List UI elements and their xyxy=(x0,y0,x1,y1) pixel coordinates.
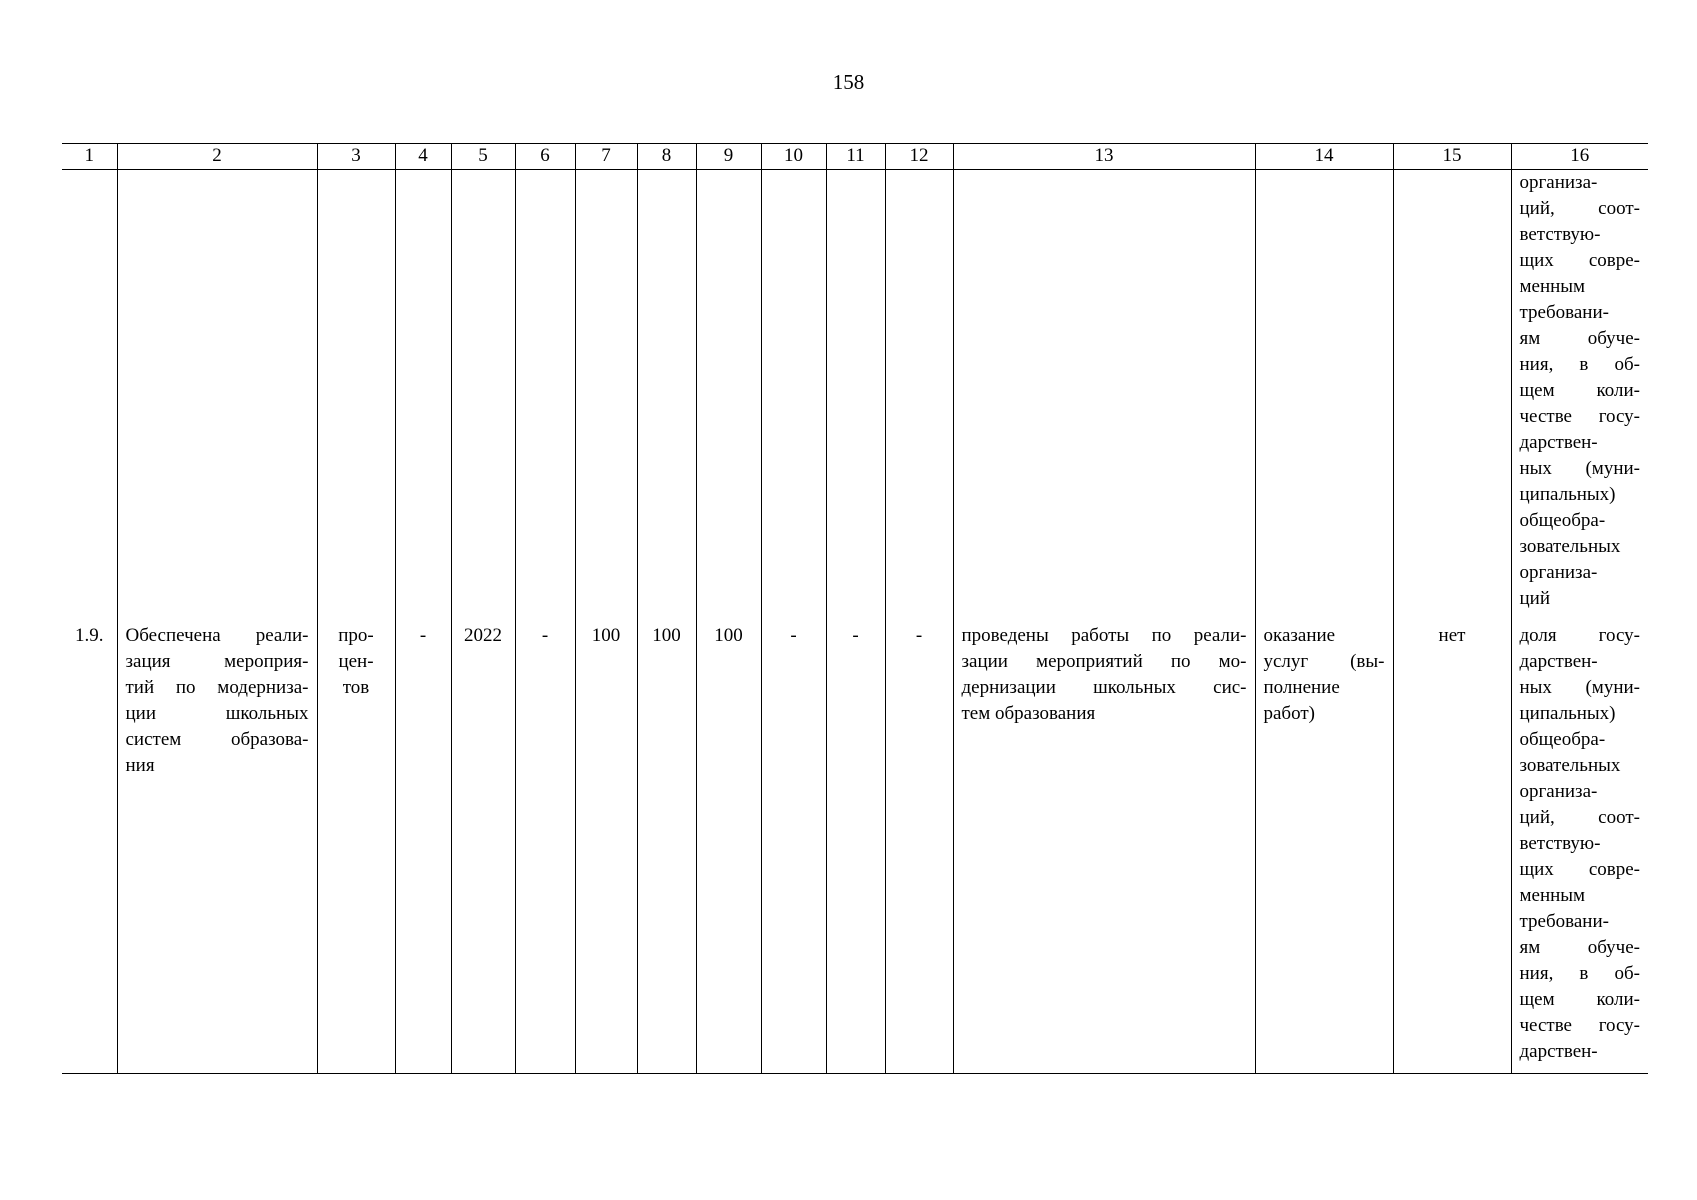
text-line: ния, в об- xyxy=(1519,963,1640,984)
table-cell: - xyxy=(515,623,575,1074)
text-line: щем коли- xyxy=(1519,380,1640,401)
value-cell: 100 xyxy=(575,623,637,1074)
text-line: щих совре- xyxy=(1519,859,1640,880)
text-line: тем образования xyxy=(961,703,1096,724)
text-line: Обеспечена реали- xyxy=(125,625,309,646)
table-cell xyxy=(575,170,637,624)
text-line: систем образова- xyxy=(125,729,309,750)
result-cell xyxy=(953,623,1255,1074)
header-row xyxy=(62,144,1648,170)
text-line: ных (муни- xyxy=(1519,677,1640,698)
column-header: 5 xyxy=(451,144,515,170)
column-header: 2 xyxy=(117,144,317,170)
text-line: ципальных) xyxy=(1519,484,1616,505)
column-header: 8 xyxy=(637,144,696,170)
text-line: услуг (вы- xyxy=(1263,651,1385,672)
text-line: зации мероприятий по мо- xyxy=(961,651,1247,672)
text-line: про- xyxy=(338,625,374,646)
table-cell xyxy=(317,170,395,624)
column-header: 15 xyxy=(1393,144,1511,170)
text-line: проведены работы по реали- xyxy=(961,625,1247,646)
table-cell xyxy=(953,170,1255,624)
text-line: ции школьных xyxy=(125,703,309,724)
row-number-cell: 1.9. xyxy=(62,623,117,1074)
text-line: общеобра- xyxy=(1519,510,1606,531)
table-row-continued xyxy=(62,170,1648,624)
column-header: 6 xyxy=(515,144,575,170)
text-line: зовательных xyxy=(1519,755,1621,776)
text-line: доля госу- xyxy=(1519,625,1640,646)
table-cell xyxy=(451,170,515,624)
year-cell: 2022 xyxy=(451,623,515,1074)
text-line: щих совре- xyxy=(1519,250,1640,271)
text-line: тов xyxy=(342,677,370,698)
text-line: дернизации школьных сис- xyxy=(961,677,1247,698)
text-line: организа- xyxy=(1519,781,1598,802)
text-line: общеобра- xyxy=(1519,729,1606,750)
indicator-cell-continued xyxy=(1511,170,1648,624)
table-cell xyxy=(1393,170,1511,624)
column-header: 11 xyxy=(826,144,885,170)
table-cell xyxy=(515,170,575,624)
text-line: дарствен- xyxy=(1519,1041,1598,1062)
table-cell xyxy=(1255,170,1393,624)
data-table xyxy=(62,143,1648,1074)
text-line: оказание xyxy=(1263,625,1336,646)
text-line: менным xyxy=(1519,276,1586,297)
table-cell: - xyxy=(395,623,451,1074)
column-header: 13 xyxy=(953,144,1255,170)
table-cell: нет xyxy=(1393,623,1511,1074)
text-line: цен- xyxy=(338,651,374,672)
table-row-1-9 xyxy=(62,623,1648,1074)
text-line: менным xyxy=(1519,885,1586,906)
table-cell xyxy=(696,170,761,624)
column-header: 9 xyxy=(696,144,761,170)
text-line: зация мероприя- xyxy=(125,651,309,672)
table-cell: - xyxy=(826,623,885,1074)
text-line: полнение xyxy=(1263,677,1340,698)
page-number: 158 xyxy=(832,70,865,94)
column-header: 10 xyxy=(761,144,826,170)
text-line: честве госу- xyxy=(1519,406,1640,427)
text-line: ций, соот- xyxy=(1519,807,1640,828)
table-cell xyxy=(62,170,117,624)
table-cell xyxy=(637,170,696,624)
text-line: ций xyxy=(1519,588,1551,609)
text-line: ветствую- xyxy=(1519,224,1601,245)
text-line: дарствен- xyxy=(1519,432,1598,453)
text-line: требовани- xyxy=(1519,302,1609,323)
text-line: организа- xyxy=(1519,172,1598,193)
column-header: 14 xyxy=(1255,144,1393,170)
column-header: 7 xyxy=(575,144,637,170)
value-cell: 100 xyxy=(637,623,696,1074)
text-line: честве госу- xyxy=(1519,1015,1640,1036)
text-line: работ) xyxy=(1263,703,1315,724)
table-cell xyxy=(117,170,317,624)
text-line: зовательных xyxy=(1519,536,1621,557)
column-header: 4 xyxy=(395,144,451,170)
table-cell xyxy=(395,170,451,624)
text-line: ям обуче- xyxy=(1519,328,1640,349)
text-line: ных (муни- xyxy=(1519,458,1640,479)
text-line: тий по модерниза- xyxy=(125,677,309,698)
table-cell: - xyxy=(761,623,826,1074)
table-cell xyxy=(826,170,885,624)
text-line: ветствую- xyxy=(1519,833,1601,854)
text-line: ципальных) xyxy=(1519,703,1616,724)
value-cell: 100 xyxy=(696,623,761,1074)
unit-cell xyxy=(317,623,395,1074)
name-cell xyxy=(117,623,317,1074)
text-line: дарствен- xyxy=(1519,651,1598,672)
text-line: ций, соот- xyxy=(1519,198,1640,219)
text-line: ям обуче- xyxy=(1519,937,1640,958)
table-cell xyxy=(761,170,826,624)
column-header: 1 xyxy=(62,144,117,170)
text-line: ния, в об- xyxy=(1519,354,1640,375)
table-cell xyxy=(885,170,953,624)
text-line: организа- xyxy=(1519,562,1598,583)
text-line: ния xyxy=(125,755,155,776)
type-cell xyxy=(1255,623,1393,1074)
column-header: 12 xyxy=(885,144,953,170)
table-cell: - xyxy=(885,623,953,1074)
text-line: щем коли- xyxy=(1519,989,1640,1010)
column-header: 16 xyxy=(1511,144,1648,170)
indicator-cell xyxy=(1511,623,1648,1074)
text-line: требовани- xyxy=(1519,911,1609,932)
column-header: 3 xyxy=(317,144,395,170)
